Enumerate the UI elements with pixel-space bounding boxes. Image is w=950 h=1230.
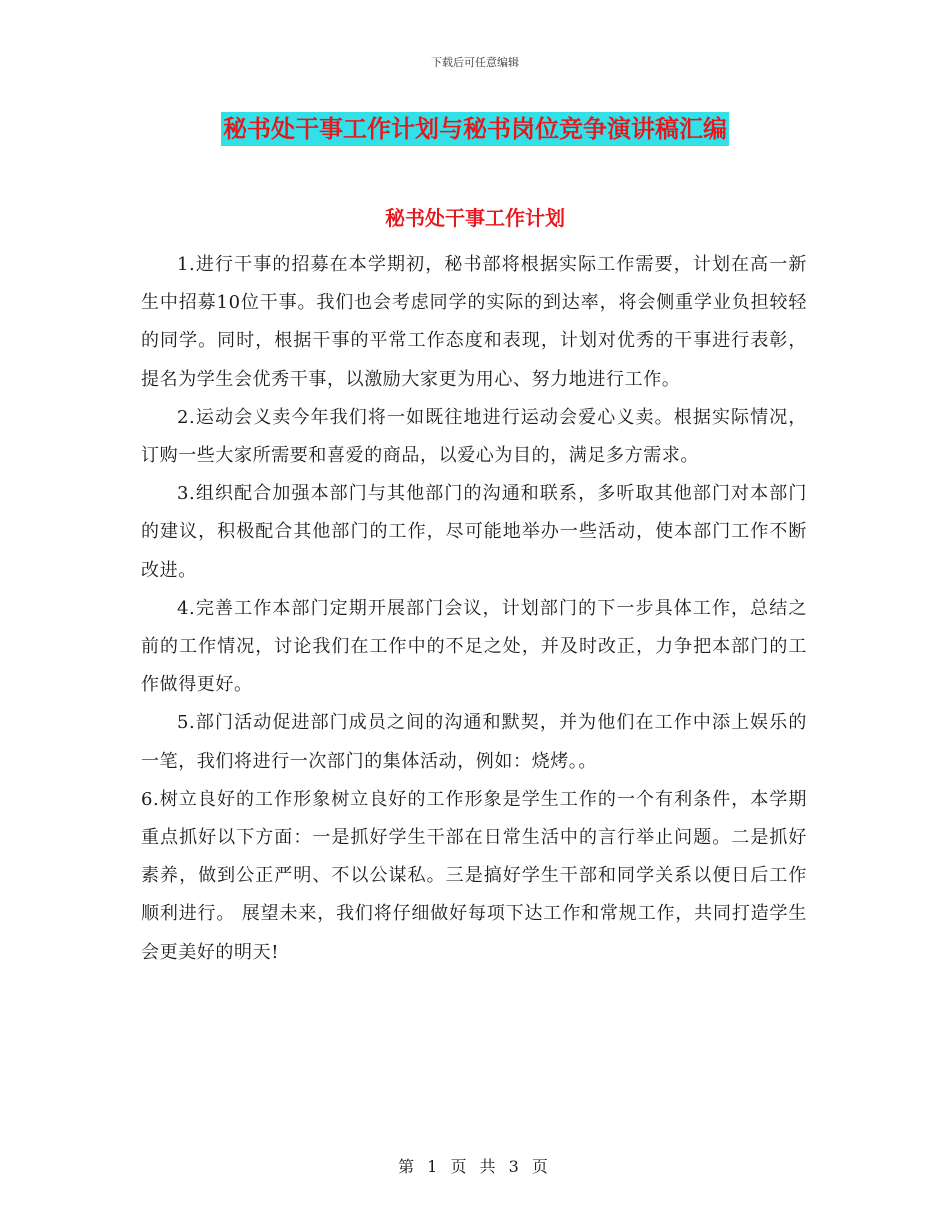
document-body	[141, 246, 807, 972]
document-title-container	[0, 112, 950, 146]
paragraph-1: 1.进行干事的招募在本学期初，秘书部将根据实际工作需要，计划在高一新生中招募10位干事。我们也会考虑同学的实际的到达率，将会侧重学业负担较轻的同学。同时，根据干事的平常工作态度和表现，计划对优秀的干事进行表彰，提名为学生会优秀干事，以激励大家更为用心、努力地进行工作。	[141, 254, 807, 390]
paragraph-6: 6.树立良好的工作形象树立良好的工作形象是学生工作的一个有利条件，本学期重点抓好以下方面：一是抓好学生干部在日常生活中的言行举止问题。二是抓好素养，做到公正严明、不以公谋私。三是搞好学生干部和同学关系以便日后工作顺利进行。 展望未来，我们将仔细做好每项下达工作和常规工作，共同打造学生会更美好的明天!	[141, 788, 807, 963]
paragraph-2: 2.运动会义卖今年我们将一如既往地进行运动会爱心义卖。根据实际情况，订购一些大家所需要和喜爱的商品，以爱心为目的，满足多方需求。	[141, 406, 807, 467]
paragraph-3: 3.组织配合加强本部门与其他部门的沟通和联系，多听取其他部门对本部门的建议，积极配合其他部门的工作，尽可能地举办一些活动，使本部门工作不断改进。	[141, 483, 807, 581]
paragraph-5: 5.部门活动促进部门成员之间的沟通和默契，并为他们在工作中添上娱乐的一笔，我们将进行一次部门的集体活动，例如：烧烤。。	[141, 712, 807, 772]
page-footer: 第 1 页 共 3 页	[398, 1157, 552, 1176]
document-title: 秘书处干事工作计划与秘书岗位竞争演讲稿汇编	[221, 112, 729, 146]
section-title: 秘书处干事工作计划	[385, 206, 565, 230]
paragraph-4: 4.完善工作本部门定期开展部门会议，计划部门的下一步具体工作，总结之前的工作情况，讨论我们在工作中的不足之处，并及时改正，力争把本部门的工作做得更好。	[141, 597, 807, 696]
header-note: 下载后可任意编辑	[431, 56, 519, 69]
